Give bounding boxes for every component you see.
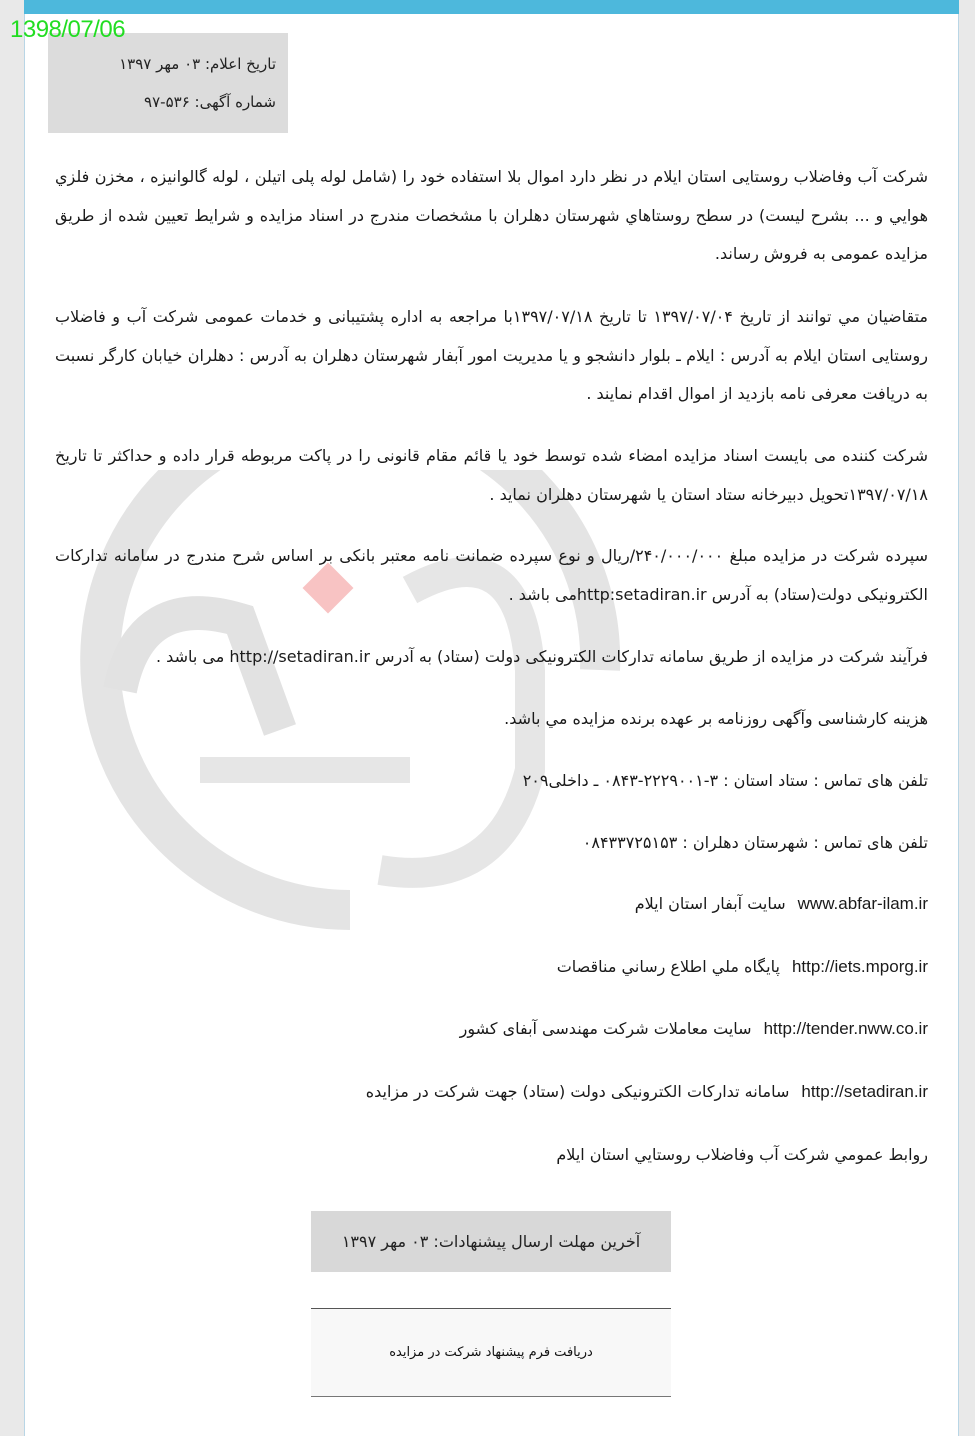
deadline-box bbox=[311, 1211, 671, 1272]
announcement-info-box bbox=[48, 33, 288, 133]
phone-dehloran: تلفن های تماس : شهرستان دهلران : ۰۸۴۳۳۷۲۵۱۵۳ bbox=[582, 833, 928, 852]
paragraph-submission: شرکت کننده می بایست اسناد مزایده امضاء شده توسط خود یا قائم مقام قانونی را در پاکت مربوطه قرار داده و حداکثر تا تاریخ ۱۳۹۷/۰۷/۱۸تحویل دبیرخانه ستاد استان یا شهرستان دهلران نماید . bbox=[55, 446, 928, 504]
phone-province: تلفن های تماس : ستاد استان : ۳-۲۲۲۹۰۰۱-۰۸۴۳ ـ داخلی۲۰۹ bbox=[522, 771, 928, 790]
link-row bbox=[557, 957, 928, 977]
link-url[interactable]: http://iets.mporg.ir bbox=[791, 957, 928, 976]
paragraph-deposit: سپرده شرکت در مزایده مبلغ ۲۴۰/۰۰۰/۰۰۰/ریال و نوع سپرده ضمانت نامه معتبر بانکی بر اساس شرح مندرج در سامانه تدارکات الکترونیکی دولت(ستاد) به آدرس http:setadiran.irمی باشد . bbox=[55, 546, 929, 604]
signature: روابط عمومي شركت آب وفاضلاب روستايي استان ايلام bbox=[556, 1145, 928, 1164]
download-form-link[interactable] bbox=[311, 1308, 671, 1397]
download-form-label: دریافت فرم پیشنهاد شرکت در مزایده bbox=[389, 1345, 593, 1360]
link-url[interactable]: http://setadiran.ir bbox=[801, 1082, 928, 1101]
link-label: پايگاه ملي اطلاع رساني مناقصات bbox=[556, 957, 780, 976]
ad-number: شماره آگهی: ۵۳۶-۹۷ bbox=[144, 93, 276, 111]
paragraph-intro: شرکت آب وفاضلاب روستایی استان ایلام در نظر دارد اموال بلا استفاده خود را (شامل لوله پلی اتیلن ، لوله گالوانیزه ، مخزن فلزي هوايي و ... بشرح لیست) در سطح روستاهاي شهرستان دهلران با مشخصات مندرج در اسناد مزايده و شرايط تعيين شده از طريق مزايده عمومی به فروش رساند. bbox=[55, 167, 928, 263]
paragraph-applicants: متقاضيان مي توانند از تاريخ ۱۳۹۷/۰۷/۰۴ تا تاريخ ۱۳۹۷/۰۷/۱۸با مراجعه به اداره پشتیبانی و خدمات عمومی شرکت آب و فاضلاب روستایی استان ايلام به آدرس : ایلام ـ بلوار دانشجو و یا مدیریت امور آبفار شهرستان دهلران به آدرس : دهلران خیابان کارگر نسبت به دريافت معرفی نامه بازدید از اموال اقدام نمايند . bbox=[55, 307, 929, 403]
paragraph-costs: هزينه کارشناسی وآگهی روزنامه بر عهده برنده مزايده مي باشد. bbox=[504, 709, 928, 728]
link-url[interactable]: http://tender.nww.co.ir bbox=[763, 1019, 928, 1038]
link-row bbox=[366, 1082, 928, 1102]
paragraph-process: فرآيند شرکت در مزايده از طريق سامانه تدارکات الکترونیکی دولت (ستاد) به آدرس http://setadiran.ir می باشد . bbox=[156, 647, 928, 666]
announce-date: تاریخ اعلام: ۰۳ مهر ۱۳۹۷ bbox=[119, 55, 276, 73]
header-bar bbox=[24, 0, 959, 14]
link-row bbox=[635, 894, 928, 914]
link-label: سایت آبفار استان ایلام bbox=[634, 894, 786, 913]
deadline-text: آخرین مهلت ارسال پیشنهادات: ۰۳ مهر ۱۳۹۷ bbox=[341, 1232, 641, 1251]
link-label: سامانه تدارکات الکترونیکی دولت (ستاد) جهت شرکت در مزایده bbox=[365, 1082, 790, 1101]
link-url[interactable]: www.abfar-ilam.ir bbox=[797, 894, 928, 913]
date-stamp: 1398/07/06 bbox=[10, 16, 126, 43]
link-row bbox=[460, 1019, 928, 1039]
link-label: سایت معاملات شرکت مهندسی آبفای کشور bbox=[459, 1019, 752, 1038]
